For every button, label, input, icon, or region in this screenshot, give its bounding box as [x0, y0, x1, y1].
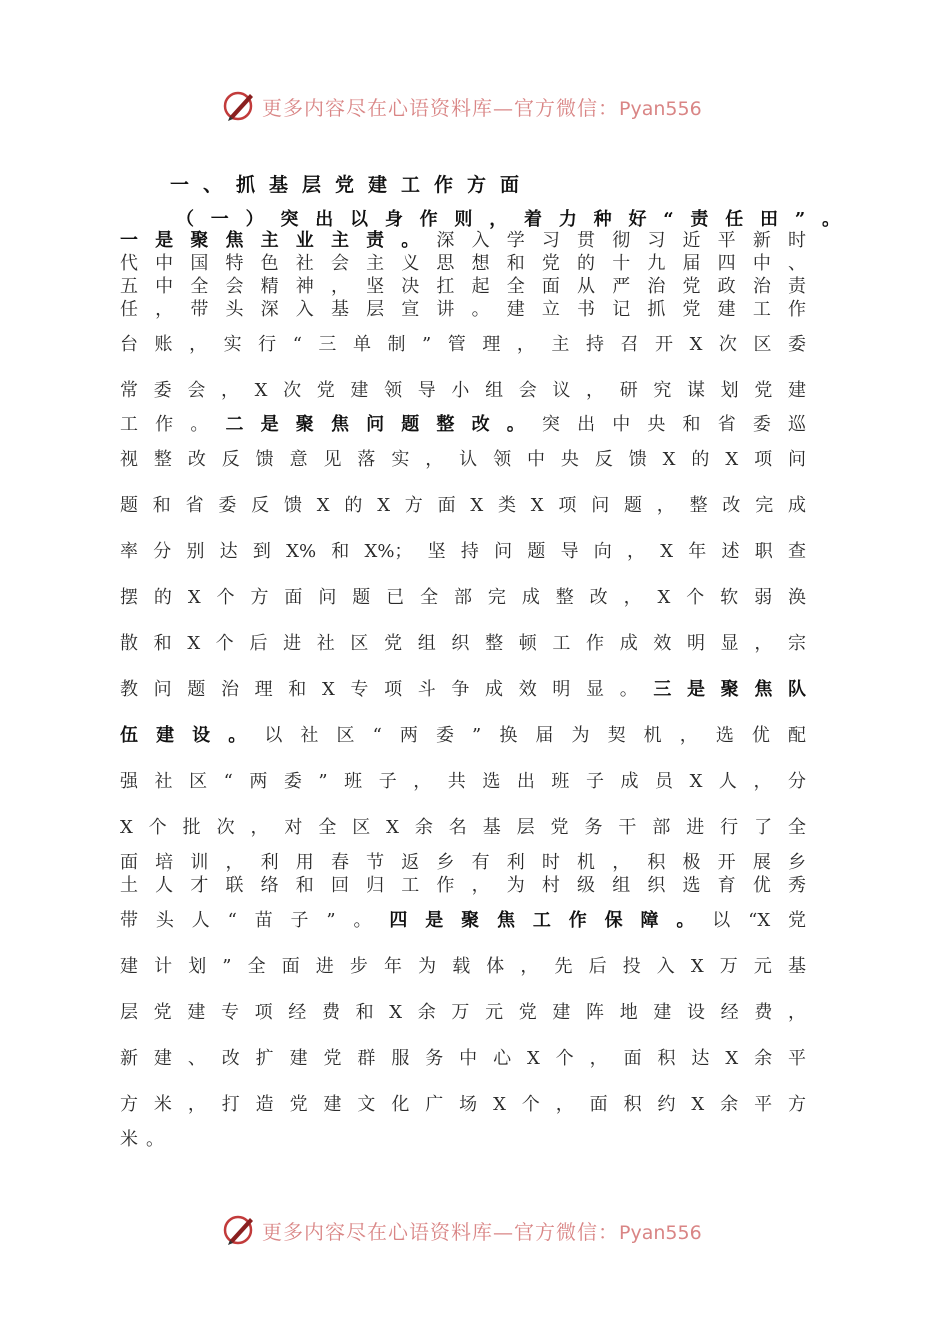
subsection-heading: （一）突出以身作则，着力种好“责任田”。 [176, 209, 840, 230]
line-text: 米。 [120, 1129, 172, 1150]
body-line [120, 298, 806, 322]
body-line [120, 724, 806, 748]
line-text: 教问题治理和X专项斗争成效明显。 [120, 679, 654, 700]
line-text: 率分别达到X%和X%；坚持问题导向，X年述职查 [120, 541, 806, 562]
body-line [120, 413, 806, 437]
line-text: 散和X个后进社区党组织整顿工作成效明显，宗 [120, 633, 806, 654]
line-text: 以社区“两委”换届为契机，选优配 [264, 725, 807, 746]
body-line [120, 540, 806, 564]
watermark-bottom [222, 1210, 742, 1250]
line-text: X个批次，对全区X余名基层党务干部进行了全 [120, 817, 806, 838]
body-line [120, 816, 806, 840]
line-text: 建计划”全面进步年为载体，先后投入X万元基 [120, 956, 806, 977]
body-line [120, 678, 806, 702]
bold-lead: 三是聚焦队 [653, 679, 806, 700]
bold-lead: 一是聚焦主业主责。 [120, 230, 437, 251]
body-line [120, 252, 806, 276]
body-line [120, 1093, 806, 1117]
section-heading: 一、抓基层党建工作方面 [170, 174, 534, 196]
body-line [120, 448, 806, 472]
body-line [120, 1128, 806, 1152]
line-text: 五中全会精神，坚决扛起全面从严治党政治责 [120, 276, 806, 297]
watermark-text: 更多内容尽在心语资料库—官方微信：Pyan556 [262, 1219, 702, 1244]
line-text: 题和省委反馈X的X方面X类X项问题，整改完成 [120, 495, 806, 516]
body-line [120, 1047, 806, 1071]
line-text: 任，带头深入基层宣讲。建立书记抓党建工作 [120, 299, 806, 320]
body-line [120, 874, 806, 898]
line-text: 工作。 [120, 414, 226, 435]
watermark-top [222, 86, 742, 126]
body-line [120, 494, 806, 518]
body-line [120, 770, 806, 794]
bold-lead: 二是聚焦问题整改。 [225, 414, 542, 435]
body-line [120, 955, 806, 979]
body-line [120, 229, 806, 253]
line-text: 突出中央和省委巡 [541, 414, 807, 435]
line-text: 层党建专项经费和X余万元党建阵地建设经费， [120, 1002, 806, 1023]
line-text: 代中国特色社会主义思想和党的十九届四中、 [120, 253, 806, 274]
line-text: 常委会，X次党建领导小组会议，研究谋划党建 [120, 380, 806, 401]
line-text: 台账，实行“三单制”管理，主持召开X次区委 [120, 334, 806, 355]
bold-lead: 四是聚焦工作保障。 [389, 910, 713, 931]
body-line [120, 586, 806, 610]
line-text: 强社区“两委”班子，共选出班子成员X人，分 [120, 771, 806, 792]
line-text: 以“X党 [712, 910, 807, 931]
line-text: 土人才联络和回归工作，为村级组织选育优秀 [120, 875, 806, 896]
body-line [120, 632, 806, 656]
body-line [120, 851, 806, 875]
body-line [120, 333, 806, 357]
body-line [120, 1001, 806, 1025]
body-line [120, 379, 806, 403]
line-text: 带头人“苗子”。 [120, 910, 390, 931]
pen-logo-icon [222, 1212, 258, 1248]
line-text: 视整改反馈意见落实，认领中央反馈X的X项问 [120, 449, 806, 470]
line-text: 深入学习贯彻习近平新时 [436, 230, 806, 251]
bold-lead: 伍建设。 [120, 725, 265, 746]
line-text: 方米，打造党建文化广场X个，面积约X余平方 [120, 1094, 806, 1115]
line-text: 摆的X个方面问题已全部完成整改，X个软弱涣 [120, 587, 806, 608]
watermark-text: 更多内容尽在心语资料库—官方微信：Pyan556 [262, 95, 702, 120]
pen-logo-icon [222, 88, 258, 124]
body-line [120, 275, 806, 299]
line-text: 面培训，利用春节返乡有利时机，积极开展乡 [120, 852, 806, 873]
line-text: 新建、改扩建党群服务中心X个，面积达X余平 [120, 1048, 806, 1069]
body-line [120, 909, 806, 933]
